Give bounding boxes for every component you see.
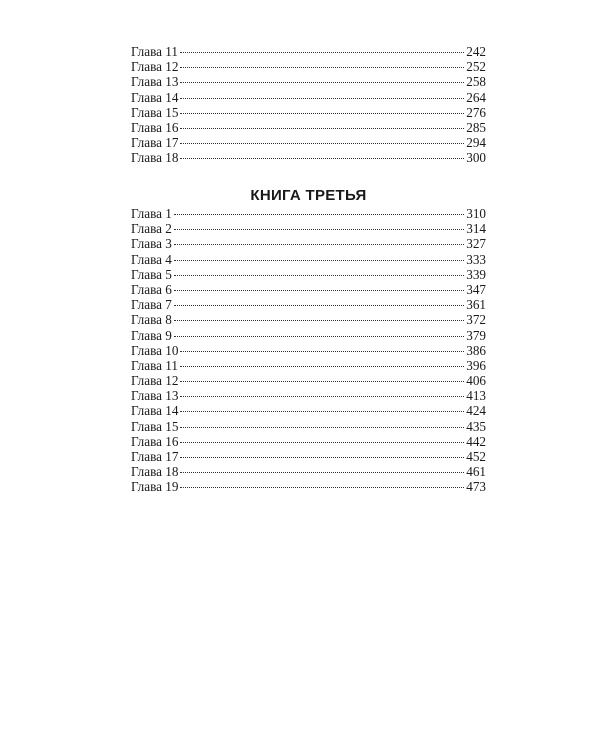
toc-entry	[131, 282, 486, 297]
toc-entry-label: Глава 9	[131, 327, 172, 343]
dot-leader	[180, 143, 464, 144]
dot-leader	[174, 320, 464, 321]
toc-entry-label: Глава 6	[131, 281, 172, 297]
toc-entry	[131, 388, 486, 403]
toc-entry-page-number: 435	[466, 418, 486, 434]
toc-entry-label: Глава 13	[131, 388, 179, 404]
toc-entry-label: Глава 17	[131, 135, 179, 151]
toc-entry-page-number: 327	[466, 236, 486, 252]
toc-entry	[131, 358, 486, 373]
toc-entry-label: Глава 13	[131, 74, 179, 90]
toc-entry	[131, 403, 486, 418]
toc-entry-label: Глава 15	[131, 418, 179, 434]
toc-entry-label: Глава 18	[131, 150, 179, 166]
toc-entry-label: Глава 5	[131, 266, 172, 282]
toc-entry-page-number: 442	[466, 433, 486, 449]
toc-entry-label: Глава 11	[131, 357, 178, 373]
dot-leader	[174, 214, 464, 215]
dot-leader	[180, 128, 464, 129]
toc-entry-page-number: 310	[466, 206, 486, 221]
toc-list-previous-book	[131, 44, 486, 166]
toc-entry	[131, 312, 486, 327]
toc-entry-page-number: 424	[466, 403, 486, 419]
toc-entry-page-number: 339	[466, 266, 486, 282]
dot-leader	[180, 396, 464, 397]
toc-entry-label: Глава 3	[131, 236, 172, 252]
toc-entry-label: Глава 17	[131, 449, 179, 464]
dot-leader	[174, 305, 464, 306]
dot-leader	[180, 472, 464, 473]
toc-entry-page-number: 258	[466, 74, 486, 90]
toc-entry-page-number: 372	[466, 312, 486, 328]
toc-entry-label: Глава 12	[131, 373, 179, 389]
toc-entry-page-number: 473	[466, 479, 486, 495]
dot-leader	[180, 442, 464, 443]
toc-entry-page-number: 396	[466, 357, 486, 373]
toc-entry-label: Глава 16	[131, 433, 179, 449]
toc-entry	[131, 267, 486, 282]
toc-entry-page-number: 300	[466, 150, 486, 166]
toc-entry-page-number: 379	[466, 327, 486, 343]
toc-entry-page-number: 413	[466, 388, 486, 404]
toc-entry-page-number: 314	[466, 221, 486, 237]
toc-entry-page-number: 333	[466, 251, 486, 267]
toc-entry	[131, 479, 486, 494]
toc-entry-page-number: 264	[466, 89, 486, 105]
toc-entry-page-number: 406	[466, 373, 486, 389]
toc-entry-page-number: 276	[466, 104, 486, 120]
toc-entry-label: Глава 12	[131, 59, 179, 75]
dot-leader	[180, 158, 464, 159]
toc-entry-page-number: 452	[466, 449, 486, 464]
toc-entry	[131, 328, 486, 343]
toc-entry	[131, 120, 486, 135]
toc-list-book-three	[131, 206, 486, 495]
dot-leader	[180, 52, 464, 53]
toc-entry	[131, 135, 486, 150]
toc-entry	[131, 150, 486, 165]
toc-entry-label: Глава 11	[131, 44, 178, 59]
toc-entry	[131, 206, 486, 221]
dot-leader	[174, 336, 464, 337]
toc-entry-label: Глава 15	[131, 104, 179, 120]
dot-leader	[174, 275, 464, 276]
dot-leader	[180, 427, 464, 428]
dot-leader	[180, 457, 464, 458]
toc-entry-page-number: 461	[466, 464, 486, 480]
toc-entry-label: Глава 1	[131, 206, 172, 221]
toc-entry	[131, 44, 486, 59]
dot-leader	[180, 366, 464, 367]
toc-entry-page-number: 252	[466, 59, 486, 75]
toc-entry-label: Глава 14	[131, 89, 179, 105]
dot-leader	[174, 229, 464, 230]
toc-entry	[131, 419, 486, 434]
dot-leader	[180, 67, 464, 68]
dot-leader	[180, 411, 464, 412]
toc-entry	[131, 59, 486, 74]
toc-entry-label: Глава 2	[131, 221, 172, 237]
toc-entry	[131, 221, 486, 236]
toc-entry	[131, 236, 486, 251]
toc-entry-label: Глава 4	[131, 251, 172, 267]
dot-leader	[174, 244, 464, 245]
toc-entry	[131, 90, 486, 105]
dot-leader	[180, 351, 464, 352]
toc-entry-page-number: 294	[466, 135, 486, 151]
toc-entry-page-number: 242	[466, 44, 486, 59]
toc-entry-page-number: 285	[466, 119, 486, 135]
toc-entry	[131, 297, 486, 312]
toc-entry-label: Глава 7	[131, 297, 172, 313]
toc-entry	[131, 449, 486, 464]
dot-leader	[180, 98, 464, 99]
toc-entry-label: Глава 18	[131, 464, 179, 480]
toc-entry	[131, 252, 486, 267]
dot-leader	[180, 381, 464, 382]
toc-entry	[131, 105, 486, 120]
toc-entry-page-number: 347	[466, 281, 486, 297]
dot-leader	[180, 113, 464, 114]
toc-entry-page-number: 386	[466, 342, 486, 358]
dot-leader	[174, 260, 464, 261]
toc-entry-label: Глава 10	[131, 342, 179, 358]
section-heading-book-three: КНИГА ТРЕТЬЯ	[250, 187, 367, 204]
dot-leader	[174, 290, 464, 291]
toc-entry	[131, 343, 486, 358]
toc-entry	[131, 464, 486, 479]
toc-entry	[131, 434, 486, 449]
dot-leader	[180, 487, 464, 488]
toc-entry	[131, 74, 486, 89]
toc-entry	[131, 373, 486, 388]
dot-leader	[180, 82, 464, 83]
toc-entry-label: Глава 16	[131, 119, 179, 135]
toc-entry-label: Глава 14	[131, 403, 179, 419]
toc-entry-label: Глава 8	[131, 312, 172, 328]
toc-entry-page-number: 361	[466, 297, 486, 313]
toc-entry-label: Глава 19	[131, 479, 179, 495]
